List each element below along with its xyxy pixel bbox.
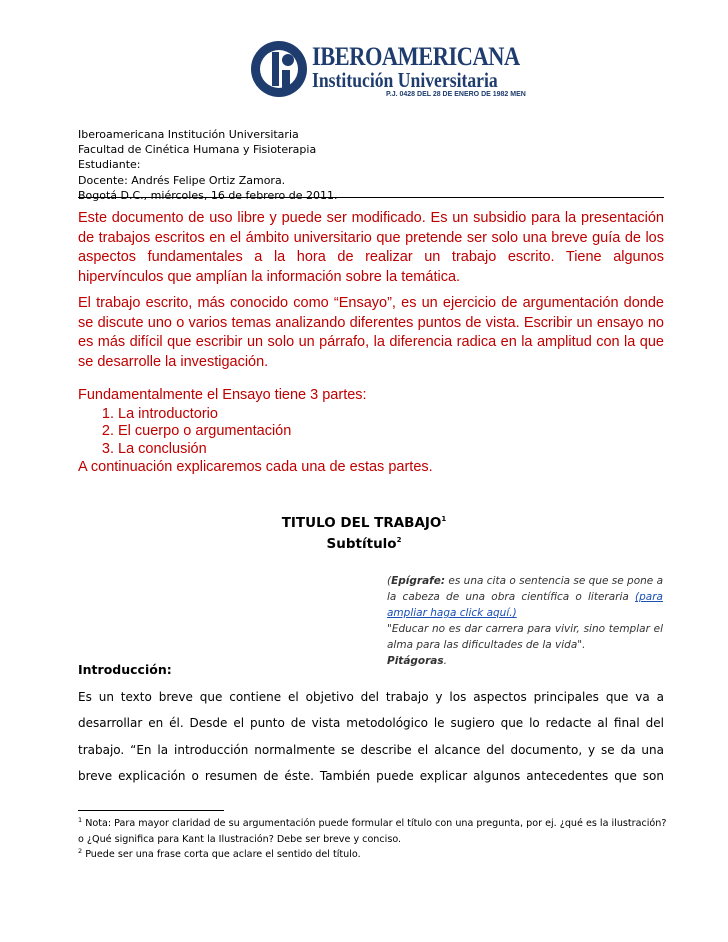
footnote-1-line-1 xyxy=(78,813,668,832)
footnote-1-text: Nota: Para mayor claridad de su argumentación puede formular el título con una pregunta, por ej. ¿qué es la ilustración? xyxy=(82,818,667,829)
essay-parts-outro: A continuación explicaremos cada una de estas partes. xyxy=(78,459,433,475)
document-subtitle xyxy=(0,536,728,552)
footnote-1 xyxy=(78,813,668,847)
list-item: 1. La introductorio xyxy=(118,406,664,424)
header-divider xyxy=(78,197,664,198)
footnote-divider xyxy=(78,810,224,811)
epigraph-author: Pitágoras xyxy=(387,655,444,667)
essay-parts-intro: Fundamentalmente el Ensayo tiene 3 partes: xyxy=(78,387,367,403)
introduction-body xyxy=(78,684,664,790)
essay-parts xyxy=(78,386,664,478)
logo-resolution: P.J. 0428 DEL 28 DE ENERO DE 1982 MEN xyxy=(386,91,526,98)
footnote-2-number: 2 xyxy=(78,847,83,855)
list-item: 2. El cuerpo o argumentación xyxy=(118,423,664,441)
header-institution: Iberoamericana Institución Universitaria xyxy=(78,128,299,141)
essay-parts-list xyxy=(78,406,664,459)
introduction-text: Es un texto breve que contiene el objetivo del trabajo y los aspectos principales que va a desarrollar en él. Desde el punto de vista metodológico le sugiero que lo redacte al final del trabajo. “En la introducción normalmente se describe el alcance del documento, y se da una breve explicación o resumen de éste. También puede explicar algunos antecedentes que son xyxy=(78,690,664,784)
header-teacher: Docente: Andrés Felipe Ortiz Zamora. xyxy=(78,173,286,187)
guide-text-2: El trabajo escrito, más conocido como “Ensayo”, es un ejercicio de argumentación donde se discute uno o varios temas analizando diferentes puntos de vista. Escribir un ensayo no es más difícil que escribir un solo un párrafo, la diferencia radica en la amplitud con la que se desarrolle la investigación. xyxy=(78,295,664,370)
epigraph-text: es una cita o sentencia se que se pone a la cabeza de una obra científica o literaria xyxy=(387,575,664,603)
logo-name: IBEROAMERICANA xyxy=(312,42,520,71)
footnote-1-number: 1 xyxy=(78,816,83,824)
title-text: TITULO DEL TRABAJO xyxy=(281,515,442,531)
epigraph-label: Epígrafe: xyxy=(391,575,446,587)
guide-text-1: Este documento de uso libre y puede ser modificado. Es un subsidio para la presentación de trabajos escritos en el ámbito universitario que pretende ser solo una breve guía de los aspectos fundamentales a la hora de realizar un trabajo escrito. Tiene algunos hipervínculos que amplían la información sobre la temática. xyxy=(78,210,664,285)
guide-paragraph-2 xyxy=(78,294,664,372)
institution-logo xyxy=(250,40,526,104)
footnote-1-line-2: o ¿Qué significa para Kant la Ilustración? Debe ser breve y conciso. xyxy=(78,833,402,845)
epigraph-author-end: . xyxy=(443,655,447,667)
epigraph-author-line xyxy=(387,653,663,669)
epigraph-definition xyxy=(387,573,663,621)
footnote-ref-1[interactable]: 1 xyxy=(441,515,447,523)
footnote-2-text: Puede ser una frase corta que aclare el sentido del título. xyxy=(82,849,361,860)
header-student: Estudiante: xyxy=(78,158,141,172)
document-header xyxy=(78,127,337,203)
logo-emblem-icon xyxy=(250,40,308,98)
epigraph xyxy=(387,573,663,669)
introduction-heading: Introducción: xyxy=(78,662,172,677)
footnote-ref-2[interactable]: 2 xyxy=(396,536,402,544)
header-date: Bogotá D.C., miércoles, 16 de febrero de 2011. xyxy=(78,188,338,202)
epigraph-link[interactable]: (para ampliar haga click aquí.) xyxy=(387,591,663,619)
logo-subtitle: Institución Universitaria xyxy=(312,68,498,92)
epigraph-quote: "Educar no es dar carrera para vivir, sino templar el alma para las dificultades de la vida". xyxy=(387,623,663,651)
document-title xyxy=(0,515,728,531)
footnote-2 xyxy=(78,844,668,863)
header-faculty: Facultad de Cinética Humana y Fisioterapia xyxy=(78,143,317,157)
subtitle-text: Subtítulo xyxy=(326,536,397,552)
guide-paragraph-1 xyxy=(78,209,664,287)
list-item: 3. La conclusión xyxy=(118,441,664,459)
epigraph-open: ( xyxy=(387,575,392,587)
